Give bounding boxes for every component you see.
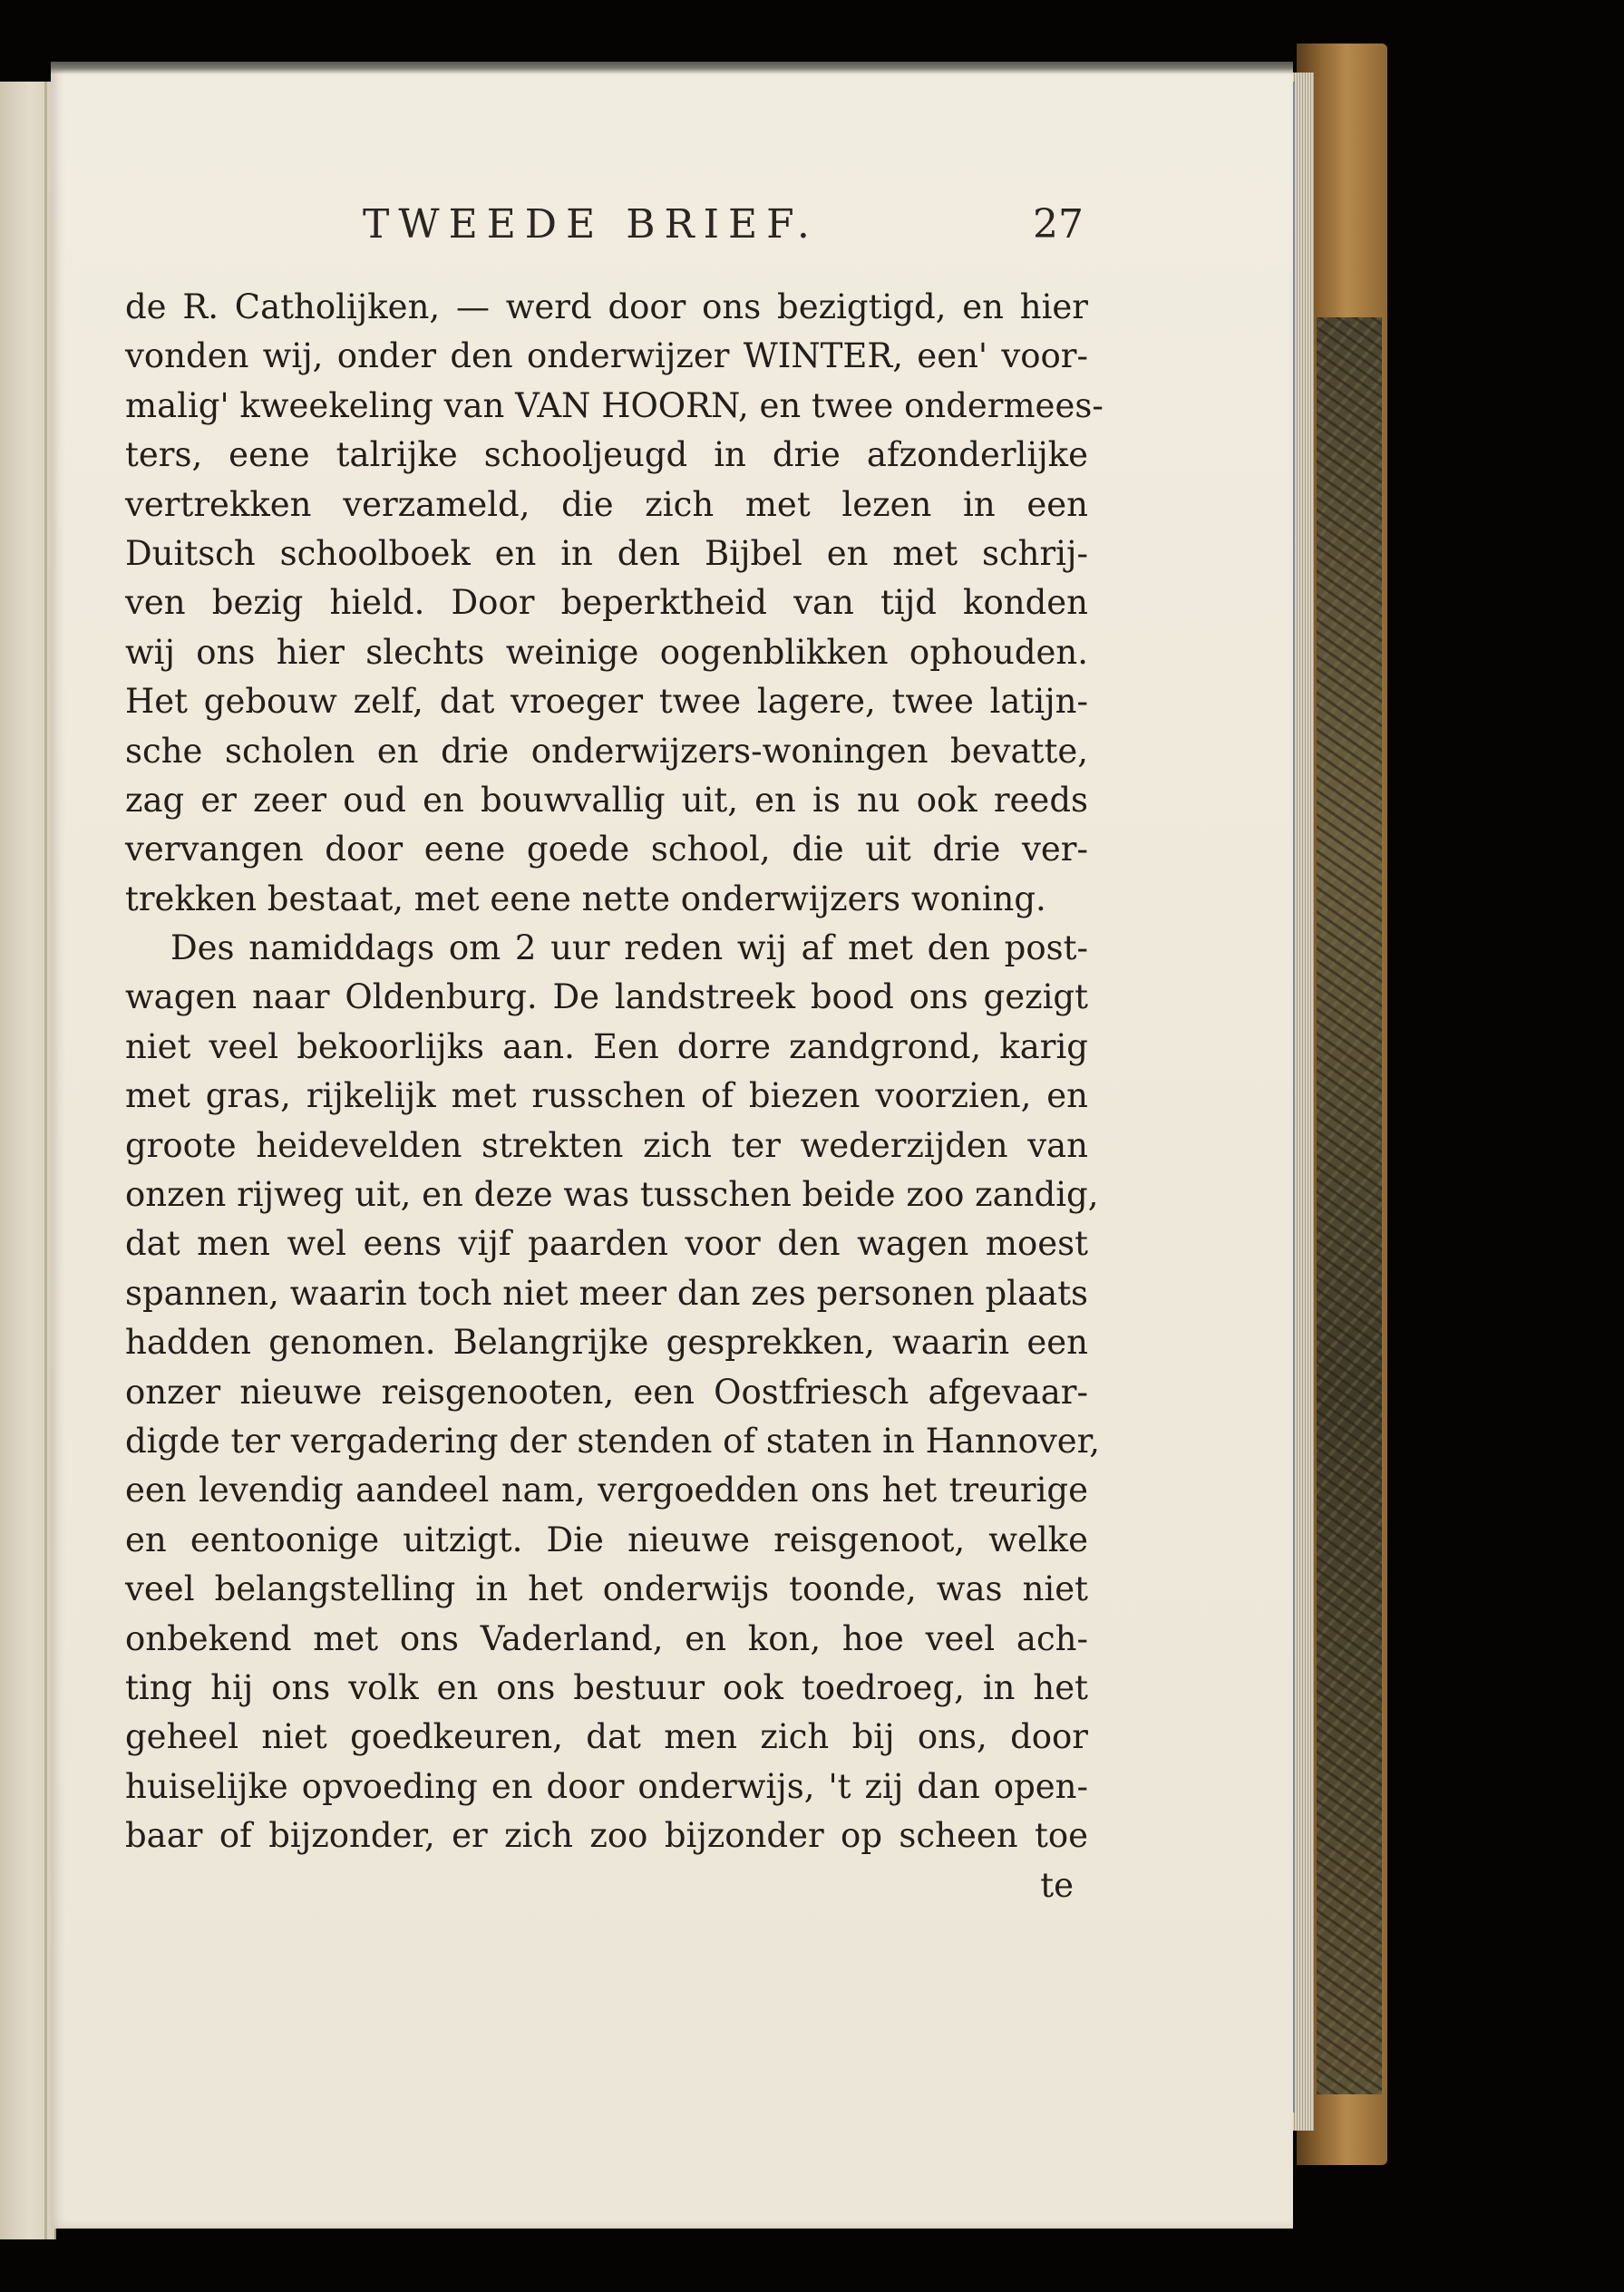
- text-line: onzer nieuwe reisgenooten, een Oostfriesch afgevaar-: [125, 1372, 1088, 1412]
- text-line: vervangen door eene goede school, die uit drie ver-: [125, 830, 1088, 869]
- text-line: een levendig aandeel nam, vergoedden ons het treurige: [125, 1471, 1088, 1510]
- text-line: trekken bestaat, met eene nette onderwijzers woning.: [125, 879, 1046, 918]
- text-line: met gras, rijkelijk met russchen of biezen voorzien, en: [125, 1076, 1088, 1116]
- text-line: dat men wel eens vijf paarden voor den wagen moest: [125, 1224, 1088, 1264]
- text-line: vertrekken verzameld, die zich met lezen in een: [125, 484, 1088, 524]
- catchword: te: [1040, 1865, 1074, 1905]
- page-header: [363, 201, 1084, 265]
- text-line: sche scholen en drie onderwijzers-woningen bevatte,: [125, 731, 1088, 771]
- left-facing-page-edge: [0, 82, 56, 2239]
- text-line: ting hij ons volk en ons bestuur ook toedroeg, in het: [125, 1667, 1088, 1707]
- page-body-text: [125, 283, 1104, 1910]
- text-line: niet veel bekoorlijks aan. Een dorre zandgrond, karig: [125, 1026, 1088, 1066]
- page-stack-edge: [1292, 73, 1314, 2131]
- text-line: groote heidevelden strekten zich ter wederzijden van: [125, 1125, 1088, 1165]
- text-line: zag er zeer oud en bouwvallig uit, en is nu ook reeds: [125, 780, 1088, 820]
- text-line: de R. Catholijken, — werd door ons bezigtigd, en hier: [125, 287, 1088, 326]
- text-line: huiselijke opvoeding en door onderwijs, 't zij dan open-: [125, 1766, 1088, 1806]
- text-line: malig' kweekeling van VAN HOORN, en twee ondermees-: [125, 385, 1104, 425]
- page-number: 27: [1033, 201, 1084, 248]
- text-line: digde ter vergadering der stenden of staten in Hannover,: [125, 1421, 1101, 1461]
- text-line: hadden genomen. Belangrijke gesprekken, waarin een: [125, 1323, 1088, 1363]
- text-line: wij ons hier slechts weinige oogenblikken ophouden.: [125, 632, 1088, 672]
- marbled-cover-paper: [1317, 317, 1382, 2094]
- text-line: spannen, waarin toch niet meer dan zes personen plaats: [125, 1273, 1088, 1313]
- text-line: onzen rijweg uit, en deze was tusschen beide zoo zandig,: [125, 1175, 1099, 1215]
- text-line: Het gebouw zelf, dat vroeger twee lagere, twee latijn-: [125, 682, 1088, 722]
- text-line: ven bezig hield. Door beperktheid van tijd konden: [125, 583, 1088, 623]
- text-line: en eentoonige uitzigt. Die nieuwe reisgenoot, welke: [125, 1520, 1088, 1559]
- text-line: vonden wij, onder den onderwijzer WINTER, een' voor-: [125, 336, 1088, 376]
- text-line: Duitsch schoolboek en in den Bijbel en met schrij-: [125, 533, 1088, 573]
- running-title: TWEEDE BRIEF.: [363, 201, 819, 248]
- text-line: onbekend met ons Vaderland, en kon, hoe veel ach-: [125, 1618, 1088, 1658]
- text-line: geheel niet goedkeuren, dat men zich bij ons, door: [125, 1717, 1088, 1757]
- text-line: baar of bijzonder, er zich zoo bijzonder op scheen toe: [125, 1816, 1088, 1856]
- text-line: veel belangstelling in het onderwijs toonde, was niet: [125, 1569, 1088, 1609]
- text-line: ters, eene talrijke schooljeugd in drie afzonderlijke: [125, 435, 1088, 475]
- text-line: Des namiddags om 2 uur reden wij af met den post-: [170, 928, 1088, 968]
- text-line: wagen naar Oldenburg. De landstreek bood ons gezigt: [125, 977, 1088, 1017]
